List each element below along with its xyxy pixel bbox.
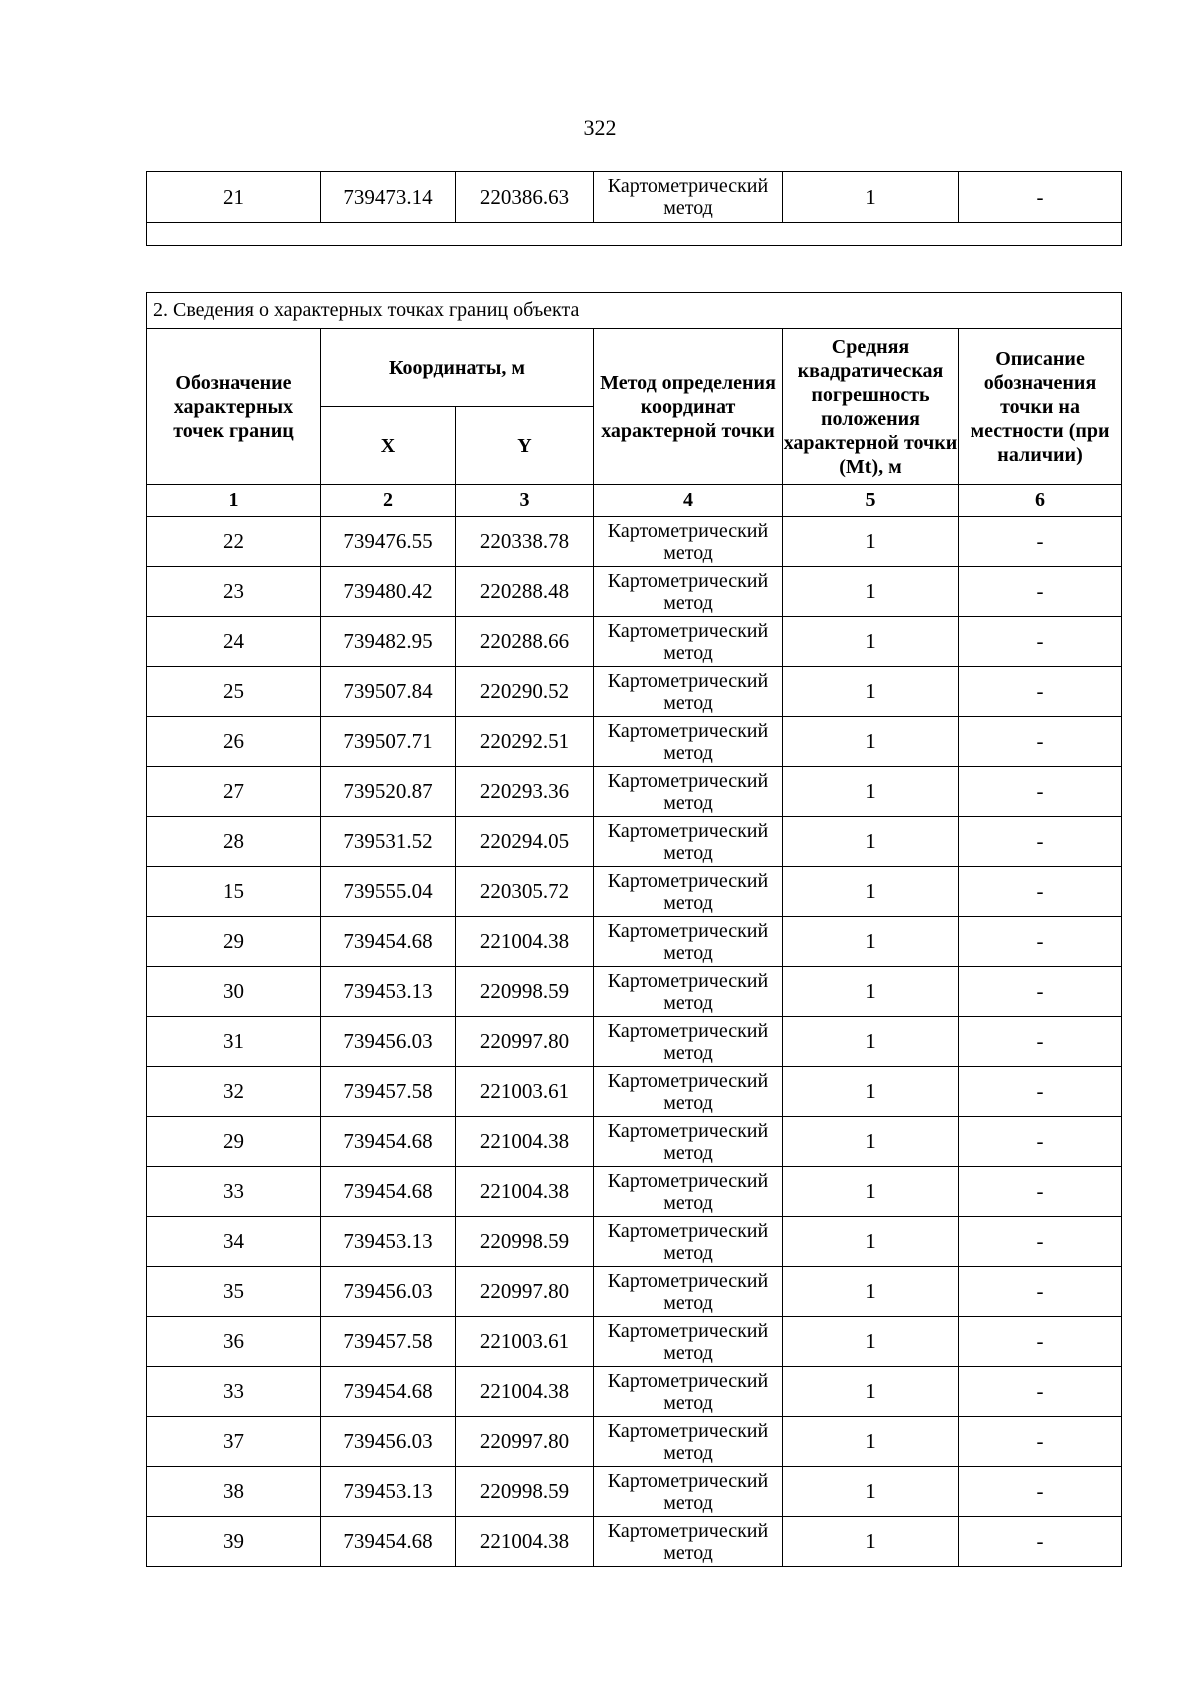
desc-cell: - (959, 767, 1122, 817)
method-cell: Картометрический метод (594, 1067, 783, 1117)
table-row (147, 767, 1122, 817)
y-cell: 221003.61 (456, 1067, 594, 1117)
y-cell: 220288.66 (456, 617, 594, 667)
table-row (147, 817, 1122, 867)
y-cell: 220305.72 (456, 867, 594, 917)
desc-cell: - (959, 1417, 1122, 1467)
point-cell: 33 (147, 1167, 321, 1217)
x-cell: 739454.68 (321, 1517, 456, 1567)
header-x: X (321, 407, 456, 485)
desc-cell: - (959, 1017, 1122, 1067)
point-cell: 29 (147, 917, 321, 967)
continuation-table (146, 171, 1122, 246)
mt-cell: 1 (783, 1267, 959, 1317)
y-cell: 220998.59 (456, 1217, 594, 1267)
method-cell: Картометрический метод (594, 1117, 783, 1167)
table-row (147, 1167, 1122, 1217)
x-cell: 739520.87 (321, 767, 456, 817)
method-cell: Картометрический метод (594, 1467, 783, 1517)
point-cell: 23 (147, 567, 321, 617)
x-cell: 739453.13 (321, 1217, 456, 1267)
mt-cell: 1 (783, 1367, 959, 1417)
section-title: 2. Сведения о характерных точках границ объекта (147, 293, 1122, 329)
x-cell: 739473.14 (321, 172, 456, 223)
mt-cell: 1 (783, 1217, 959, 1267)
mt-cell: 1 (783, 1417, 959, 1467)
point-cell: 36 (147, 1317, 321, 1367)
table-row (147, 1017, 1122, 1067)
desc-cell: - (959, 917, 1122, 967)
mt-cell: 1 (783, 617, 959, 667)
table-row (147, 1117, 1122, 1167)
x-cell: 739480.42 (321, 567, 456, 617)
desc-cell: - (959, 1467, 1122, 1517)
method-cell: Картометрический метод (594, 1167, 783, 1217)
desc-cell: - (959, 1167, 1122, 1217)
y-cell: 220997.80 (456, 1267, 594, 1317)
point-cell: 22 (147, 517, 321, 567)
x-cell: 739507.71 (321, 717, 456, 767)
method-cell: Картометрический метод (594, 567, 783, 617)
method-cell: Картометрический метод (594, 867, 783, 917)
y-cell: 220293.36 (456, 767, 594, 817)
boundary-points-table (146, 292, 1122, 1567)
table-row (147, 667, 1122, 717)
y-cell: 220290.52 (456, 667, 594, 717)
mt-cell: 1 (783, 967, 959, 1017)
y-cell: 220998.59 (456, 1467, 594, 1517)
point-cell: 28 (147, 817, 321, 867)
x-cell: 739507.84 (321, 667, 456, 717)
desc-cell: - (959, 867, 1122, 917)
method-cell: Картометрический метод (594, 617, 783, 667)
point-cell: 15 (147, 867, 321, 917)
y-cell: 220288.48 (456, 567, 594, 617)
mt-cell: 1 (783, 1467, 959, 1517)
mt-cell: 1 (783, 1517, 959, 1567)
point-cell: 25 (147, 667, 321, 717)
column-number: 5 (783, 485, 959, 517)
y-cell: 220292.51 (456, 717, 594, 767)
desc-cell: - (959, 567, 1122, 617)
method-cell: Картометрический метод (594, 1367, 783, 1417)
point-cell: 30 (147, 967, 321, 1017)
method-cell: Картометрический метод (594, 1017, 783, 1067)
table-row (147, 1367, 1122, 1417)
point-cell: 29 (147, 1117, 321, 1167)
point-cell: 21 (147, 172, 321, 223)
method-cell: Картометрический метод (594, 1417, 783, 1467)
header-coords: Координаты, м (321, 329, 594, 407)
y-cell: 221004.38 (456, 1517, 594, 1567)
mt-cell: 1 (783, 817, 959, 867)
method-cell: Картометрический метод (594, 717, 783, 767)
y-cell: 221004.38 (456, 1367, 594, 1417)
header-y: Y (456, 407, 594, 485)
x-cell: 739456.03 (321, 1417, 456, 1467)
method-cell: Картометрический метод (594, 1317, 783, 1367)
table-row (147, 172, 1122, 223)
desc-cell: - (959, 1117, 1122, 1167)
y-cell: 221004.38 (456, 917, 594, 967)
mt-cell: 1 (783, 917, 959, 967)
mt-cell: 1 (783, 767, 959, 817)
desc-cell: - (959, 517, 1122, 567)
mt-cell: 1 (783, 667, 959, 717)
y-cell: 220338.78 (456, 517, 594, 567)
point-cell: 27 (147, 767, 321, 817)
point-cell: 38 (147, 1467, 321, 1517)
desc-cell: - (959, 817, 1122, 867)
column-number: 2 (321, 485, 456, 517)
desc-cell: - (959, 1267, 1122, 1317)
table-row (147, 967, 1122, 1017)
point-cell: 33 (147, 1367, 321, 1417)
table-row (147, 1317, 1122, 1367)
table-row (147, 1417, 1122, 1467)
method-cell: Картометрический метод (594, 667, 783, 717)
x-cell: 739453.13 (321, 967, 456, 1017)
desc-cell: - (959, 967, 1122, 1017)
method-cell: Картометрический метод (594, 1217, 783, 1267)
table-row (147, 867, 1122, 917)
desc-cell: - (959, 172, 1122, 223)
table-row (147, 617, 1122, 667)
header-method: Метод определения координат характерной точки (594, 329, 783, 485)
point-cell: 31 (147, 1017, 321, 1067)
point-cell: 24 (147, 617, 321, 667)
desc-cell: - (959, 1217, 1122, 1267)
mt-cell: 1 (783, 1317, 959, 1367)
point-cell: 39 (147, 1517, 321, 1567)
desc-cell: - (959, 1067, 1122, 1117)
method-cell: Картометрический метод (594, 817, 783, 867)
method-cell: Картометрический метод (594, 172, 783, 223)
header-desc: Описание обозначения точки на местности (при наличии) (959, 329, 1122, 485)
point-cell: 32 (147, 1067, 321, 1117)
x-cell: 739454.68 (321, 917, 456, 967)
desc-cell: - (959, 717, 1122, 767)
method-cell: Картометрический метод (594, 767, 783, 817)
point-cell: 34 (147, 1217, 321, 1267)
mt-cell: 1 (783, 567, 959, 617)
column-numbers-row (147, 485, 1122, 517)
x-cell: 739555.04 (321, 867, 456, 917)
table-row (147, 567, 1122, 617)
mt-cell: 1 (783, 1067, 959, 1117)
method-cell: Картометрический метод (594, 967, 783, 1017)
point-cell: 37 (147, 1417, 321, 1467)
x-cell: 739531.52 (321, 817, 456, 867)
x-cell: 739482.95 (321, 617, 456, 667)
x-cell: 739454.68 (321, 1367, 456, 1417)
mt-cell: 1 (783, 1017, 959, 1067)
desc-cell: - (959, 1517, 1122, 1567)
mt-cell: 1 (783, 517, 959, 567)
column-number: 6 (959, 485, 1122, 517)
x-cell: 739476.55 (321, 517, 456, 567)
column-number: 3 (456, 485, 594, 517)
header-mt: Средняя квадратическая погрешность положения характерной точки (Mt), м (783, 329, 959, 485)
table-row (147, 1517, 1122, 1567)
method-cell: Картометрический метод (594, 1517, 783, 1567)
y-cell: 220386.63 (456, 172, 594, 223)
method-cell: Картометрический метод (594, 917, 783, 967)
table-row (147, 917, 1122, 967)
mt-cell: 1 (783, 717, 959, 767)
table-row (147, 717, 1122, 767)
point-cell: 26 (147, 717, 321, 767)
page-number: 322 (583, 115, 617, 140)
desc-cell: - (959, 1317, 1122, 1367)
x-cell: 739453.13 (321, 1467, 456, 1517)
desc-cell: - (959, 667, 1122, 717)
point-cell: 35 (147, 1267, 321, 1317)
x-cell: 739456.03 (321, 1267, 456, 1317)
header-point: Обозначение характерных точек границ (147, 329, 321, 485)
method-cell: Картометрический метод (594, 517, 783, 567)
y-cell: 220998.59 (456, 967, 594, 1017)
x-cell: 739457.58 (321, 1317, 456, 1367)
table-row (147, 1217, 1122, 1267)
y-cell: 220997.80 (456, 1017, 594, 1067)
empty-row (147, 223, 1122, 246)
x-cell: 739456.03 (321, 1017, 456, 1067)
y-cell: 221004.38 (456, 1167, 594, 1217)
x-cell: 739457.58 (321, 1067, 456, 1117)
column-number: 4 (594, 485, 783, 517)
mt-cell: 1 (783, 1117, 959, 1167)
y-cell: 220997.80 (456, 1417, 594, 1467)
table-row (147, 1067, 1122, 1117)
column-number: 1 (147, 485, 321, 517)
table-row (147, 1267, 1122, 1317)
y-cell: 220294.05 (456, 817, 594, 867)
table-row (147, 1467, 1122, 1517)
x-cell: 739454.68 (321, 1117, 456, 1167)
method-cell: Картометрический метод (594, 1267, 783, 1317)
desc-cell: - (959, 617, 1122, 667)
mt-cell: 1 (783, 867, 959, 917)
desc-cell: - (959, 1367, 1122, 1417)
section-title-row (147, 293, 1122, 329)
y-cell: 221003.61 (456, 1317, 594, 1367)
y-cell: 221004.38 (456, 1117, 594, 1167)
x-cell: 739454.68 (321, 1167, 456, 1217)
mt-cell: 1 (783, 172, 959, 223)
table-row (147, 517, 1122, 567)
mt-cell: 1 (783, 1167, 959, 1217)
